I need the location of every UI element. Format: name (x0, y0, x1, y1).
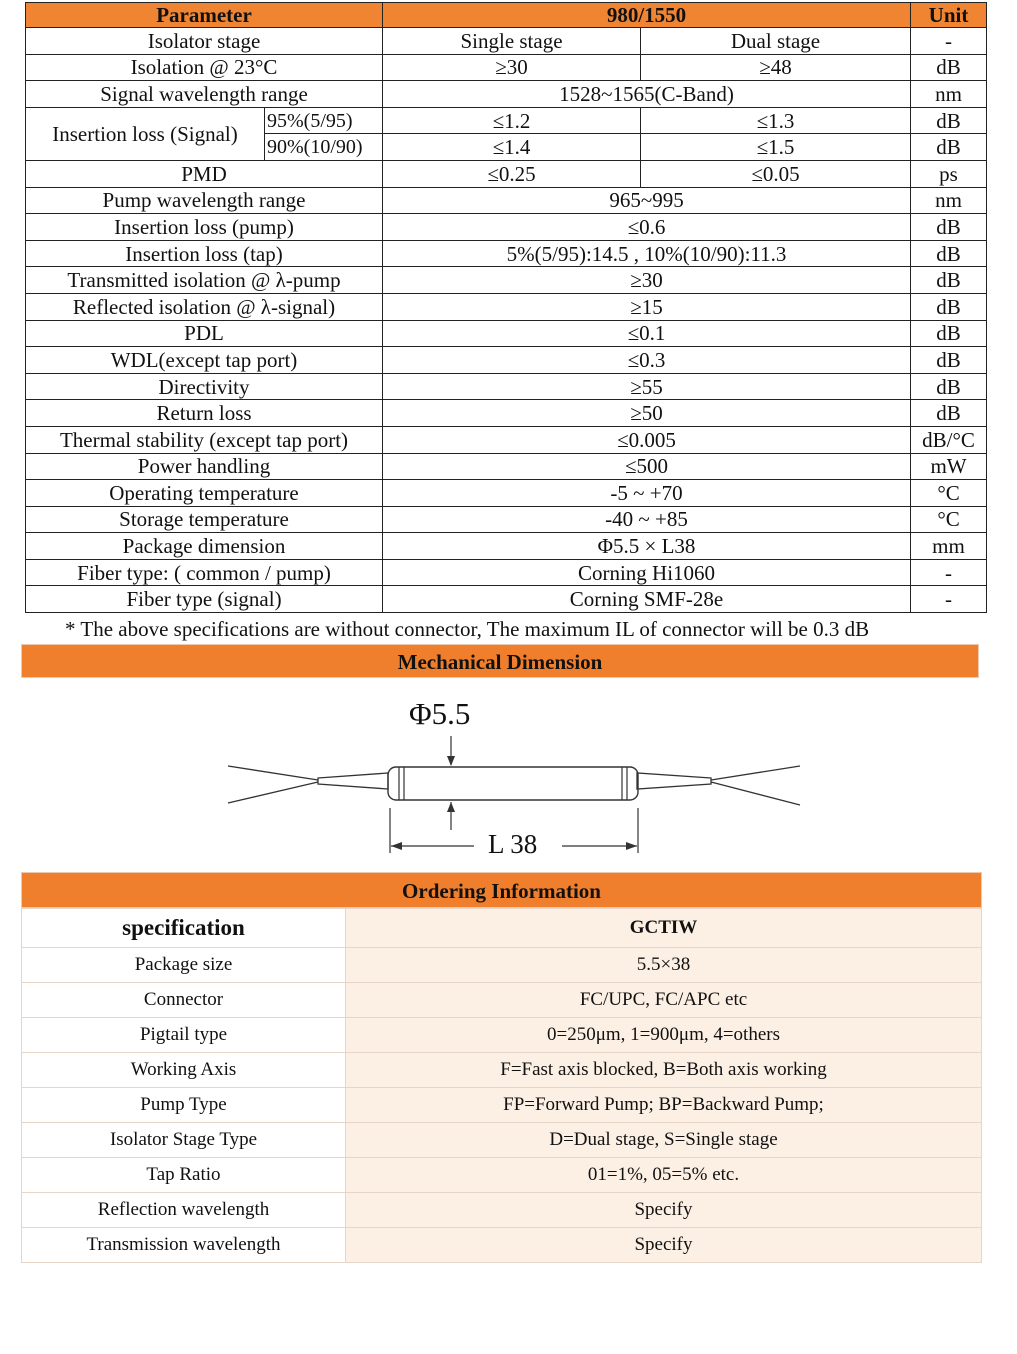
param-cell: Transmitted isolation @ λ-pump (26, 267, 383, 294)
table-row (26, 81, 987, 108)
unit-cell: dB (911, 293, 987, 320)
fiber-line (711, 782, 800, 805)
unit-cell: dB (911, 134, 987, 161)
table-row (22, 1193, 982, 1228)
table-row (26, 320, 987, 347)
table-row (26, 586, 987, 613)
table-row (26, 160, 987, 187)
code-cell: 0=250μm, 1=900μm, 4=others (346, 1018, 982, 1053)
param-cell: Operating temperature (26, 480, 383, 507)
code-cell: 5.5×38 (346, 948, 982, 983)
spec-cell: Isolator Stage Type (22, 1123, 346, 1158)
unit-cell: nm (911, 81, 987, 108)
code-cell: FC/UPC, FC/APC etc (346, 983, 982, 1018)
table-row (22, 1228, 982, 1263)
param-cell: Insertion loss (pump) (26, 214, 383, 241)
unit-cell: dB/°C (911, 426, 987, 453)
header-parameter: Parameter (26, 3, 383, 28)
value-cell: Corning Hi1060 (383, 559, 911, 586)
unit-cell: - (911, 586, 987, 613)
length-label: L 38 (488, 829, 538, 859)
spec-table (25, 2, 987, 613)
diameter-label: Φ5.5 (409, 696, 471, 731)
value-cell: ≥30 (383, 267, 911, 294)
spec-cell: Tap Ratio (22, 1158, 346, 1193)
table-row (26, 107, 987, 134)
table-row (26, 214, 987, 241)
diameter-arrowhead (447, 756, 455, 766)
value-cell: ≥48 (641, 54, 911, 81)
spec-cell: Connector (22, 983, 346, 1018)
unit-cell: dB (911, 267, 987, 294)
left-boot (318, 773, 388, 789)
value-cell: ≥50 (383, 400, 911, 427)
param-cell: Insertion loss (Signal) (26, 107, 265, 160)
param-cell: Reflected isolation @ λ-signal) (26, 293, 383, 320)
spec-cell: Pump Type (22, 1088, 346, 1123)
spec-cell: Working Axis (22, 1053, 346, 1088)
param-cell: Package dimension (26, 533, 383, 560)
unit-cell: mW (911, 453, 987, 480)
table-row (22, 1158, 982, 1193)
value-cell: ≤0.25 (383, 160, 641, 187)
spec-cell: Transmission wavelength (22, 1228, 346, 1263)
fiber-line (711, 766, 800, 780)
value-cell: ≤500 (383, 453, 911, 480)
unit-cell: dB (911, 320, 987, 347)
param-cell: Return loss (26, 400, 383, 427)
unit-cell: dB (911, 54, 987, 81)
spec-header: specification (22, 909, 346, 948)
value-cell: 1528~1565(C-Band) (383, 81, 911, 108)
param-cell: PMD (26, 160, 383, 187)
table-row (26, 453, 987, 480)
table-row (26, 559, 987, 586)
code-cell: 01=1%, 05=5% etc. (346, 1158, 982, 1193)
value-cell: ≥15 (383, 293, 911, 320)
param-cell: WDL(except tap port) (26, 347, 383, 374)
unit-cell: °C (911, 506, 987, 533)
param-cell: Signal wavelength range (26, 81, 383, 108)
sub-param-cell: 90%(10/90) (265, 134, 383, 161)
fiber-line (228, 766, 318, 780)
code-cell: FP=Forward Pump; BP=Backward Pump; (346, 1088, 982, 1123)
value-cell: ≥30 (383, 54, 641, 81)
mechanical-dimension-banner: Mechanical Dimension (21, 644, 979, 678)
param-cell: Storage temperature (26, 506, 383, 533)
value-cell: Dual stage (641, 28, 911, 55)
table-row (26, 373, 987, 400)
table-row (26, 28, 987, 55)
table-row (26, 347, 987, 374)
value-cell: ≤0.05 (641, 160, 911, 187)
value-cell: -5 ~ +70 (383, 480, 911, 507)
table-row (26, 293, 987, 320)
unit-cell: dB (911, 107, 987, 134)
table-row (22, 983, 982, 1018)
value-cell: ≤1.3 (641, 107, 911, 134)
table-row (26, 267, 987, 294)
ordering-header-row (22, 909, 982, 948)
right-boot (637, 773, 711, 789)
table-row (22, 1018, 982, 1053)
param-cell: Thermal stability (except tap port) (26, 426, 383, 453)
unit-cell: nm (911, 187, 987, 214)
value-cell: ≤0.6 (383, 214, 911, 241)
value-cell: ≤1.2 (383, 107, 641, 134)
param-cell: Pump wavelength range (26, 187, 383, 214)
code-cell: Specify (346, 1228, 982, 1263)
value-cell: -40 ~ +85 (383, 506, 911, 533)
unit-cell: - (911, 559, 987, 586)
tube-body (388, 767, 638, 800)
param-cell: Isolator stage (26, 28, 383, 55)
value-cell: Corning SMF-28e (383, 586, 911, 613)
value-cell: ≤0.1 (383, 320, 911, 347)
diameter-arrowhead (447, 802, 455, 812)
param-cell: Directivity (26, 373, 383, 400)
code-cell: Specify (346, 1193, 982, 1228)
unit-cell: dB (911, 373, 987, 400)
mechanical-drawing (0, 680, 1017, 870)
table-row (26, 426, 987, 453)
spec-footnote: * The above specifications are without connector, The maximum IL of connector will be 0.3 dB (65, 617, 870, 641)
value-cell: ≤1.5 (641, 134, 911, 161)
fiber-line (228, 782, 318, 803)
table-row (22, 1053, 982, 1088)
code-header: GCTIW (346, 909, 982, 948)
unit-cell: - (911, 28, 987, 55)
length-arrowhead (626, 842, 637, 850)
table-row (22, 1088, 982, 1123)
param-cell: Power handling (26, 453, 383, 480)
value-cell: 965~995 (383, 187, 911, 214)
table-row (26, 54, 987, 81)
table-row (22, 1123, 982, 1158)
param-cell: Isolation @ 23°C (26, 54, 383, 81)
unit-cell: dB (911, 214, 987, 241)
value-cell: ≤0.3 (383, 347, 911, 374)
code-cell: D=Dual stage, S=Single stage (346, 1123, 982, 1158)
spec-cell: Pigtail type (22, 1018, 346, 1053)
value-cell: ≤0.005 (383, 426, 911, 453)
unit-cell: ps (911, 160, 987, 187)
code-cell: F=Fast axis blocked, B=Both axis working (346, 1053, 982, 1088)
spec-cell: Package size (22, 948, 346, 983)
table-row (26, 187, 987, 214)
unit-cell: °C (911, 480, 987, 507)
table-row (22, 948, 982, 983)
unit-cell: dB (911, 240, 987, 267)
param-cell: Fiber type: ( common / pump) (26, 559, 383, 586)
spec-header-row (26, 3, 987, 28)
param-cell: PDL (26, 320, 383, 347)
ordering-information-banner: Ordering Information (21, 872, 982, 908)
unit-cell: mm (911, 533, 987, 560)
table-row (26, 480, 987, 507)
ordering-table (21, 908, 982, 1263)
value-cell: 5%(5/95):14.5 , 10%(10/90):11.3 (383, 240, 911, 267)
table-row (26, 506, 987, 533)
length-arrowhead (391, 842, 402, 850)
param-cell: Insertion loss (tap) (26, 240, 383, 267)
sub-param-cell: 95%(5/95) (265, 107, 383, 134)
table-row (26, 240, 987, 267)
header-value: 980/1550 (383, 3, 911, 28)
table-row (26, 400, 987, 427)
unit-cell: dB (911, 347, 987, 374)
value-cell: Single stage (383, 28, 641, 55)
value-cell: ≤1.4 (383, 134, 641, 161)
value-cell: ≥55 (383, 373, 911, 400)
spec-cell: Reflection wavelength (22, 1193, 346, 1228)
unit-cell: dB (911, 400, 987, 427)
header-unit: Unit (911, 3, 987, 28)
value-cell: Φ5.5 × L38 (383, 533, 911, 560)
table-row (26, 533, 987, 560)
param-cell: Fiber type (signal) (26, 586, 383, 613)
